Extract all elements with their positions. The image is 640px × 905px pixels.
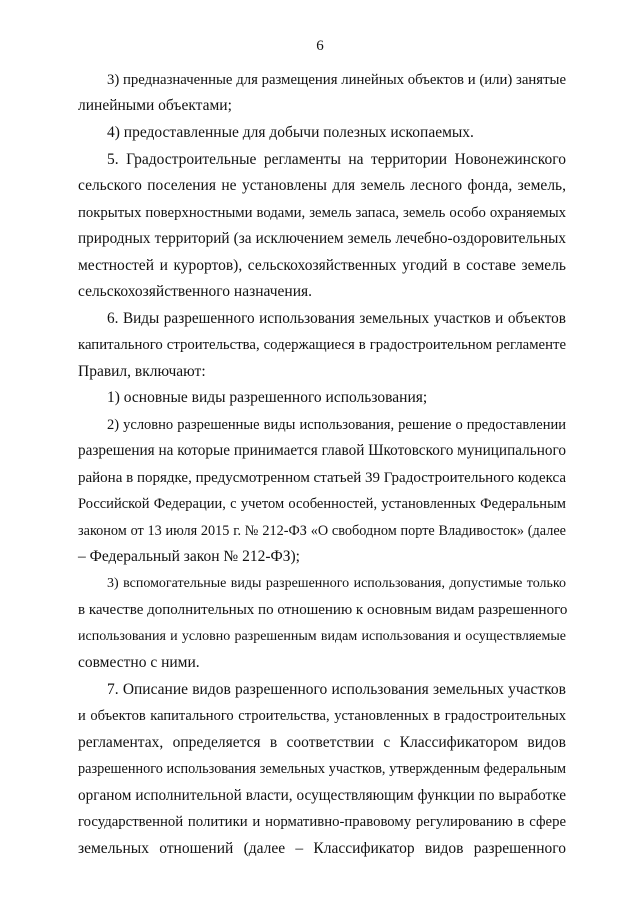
text-line: района в порядке, предусмотренном статьей 39 Градостроительного кодекса <box>78 470 567 486</box>
text-line: в качестве дополнительных по отношению к основным видам разрешенного <box>78 602 568 618</box>
text-line: – Федеральный закон № 212-ФЗ); <box>78 548 300 565</box>
text-line: земельных отношений (далее – Классификатор видов разрешенного <box>78 840 566 857</box>
text-line: 5. Градостроительные регламенты на территории Новонежинского <box>107 151 566 168</box>
text-line: совместно с ними. <box>78 654 200 671</box>
text-line: использования и условно разрешенным видам использования и осуществляемые <box>78 629 566 644</box>
text-line: 7. Описание видов разрешенного использования земельных участков <box>107 681 566 698</box>
text-line: 3) вспомогательные виды разрешенного использования, допустимые только <box>107 576 566 591</box>
text-line: 4) предоставленные для добычи полезных ископаемых. <box>107 124 474 141</box>
text-line: природных территорий (за исключением земель лечебно-оздоровительных <box>78 230 566 247</box>
text-line: капитального строительства, содержащиеся в градостроительном регламенте <box>78 337 566 353</box>
text-line: органом исполнительной власти, осуществляющим функции по выработке <box>78 787 566 804</box>
text-line: линейными объектами; <box>78 97 232 114</box>
text-line: Правил, включают: <box>78 363 206 380</box>
text-line: сельского поселения не установлены для земель лесного фонда, земель, <box>78 177 566 194</box>
text-line: государственной политики и нормативно-правовому регулированию в сфере <box>78 814 566 830</box>
text-line: 3) предназначенные для размещения линейных объектов и (или) занятые <box>107 72 566 88</box>
page-number: 6 <box>316 38 324 54</box>
text-line: местностей и курортов), сельскохозяйственных угодий в составе земель <box>78 257 566 274</box>
text-line: Российской Федерации, с учетом особенностей, установленных Федеральным <box>78 496 566 512</box>
text-line: и объектов капитального строительства, установленных в градостроительных <box>78 708 566 724</box>
text-line: сельскохозяйственного назначения. <box>78 283 313 300</box>
text-line: 1) основные виды разрешенного использования; <box>107 389 428 406</box>
text-line: регламентах, определяется в соответствии с Классификатором видов <box>78 734 566 751</box>
text-line: законом от 13 июля 2015 г. № 212-ФЗ «О свободном порте Владивосток» (далее <box>78 523 566 539</box>
text-line: разрешения на которые принимается главой Шкотовского муниципального <box>78 442 566 459</box>
text-line: 6. Виды разрешенного использования земельных участков и объектов <box>107 310 566 327</box>
text-line: 2) условно разрешенные виды использования, решение о предоставлении <box>107 417 566 433</box>
text-line: покрытых поверхностными водами, земель запаса, земель особо охраняемых <box>78 205 566 221</box>
text-line: разрешенного использования земельных участков, утвержденным федеральным <box>78 761 566 777</box>
